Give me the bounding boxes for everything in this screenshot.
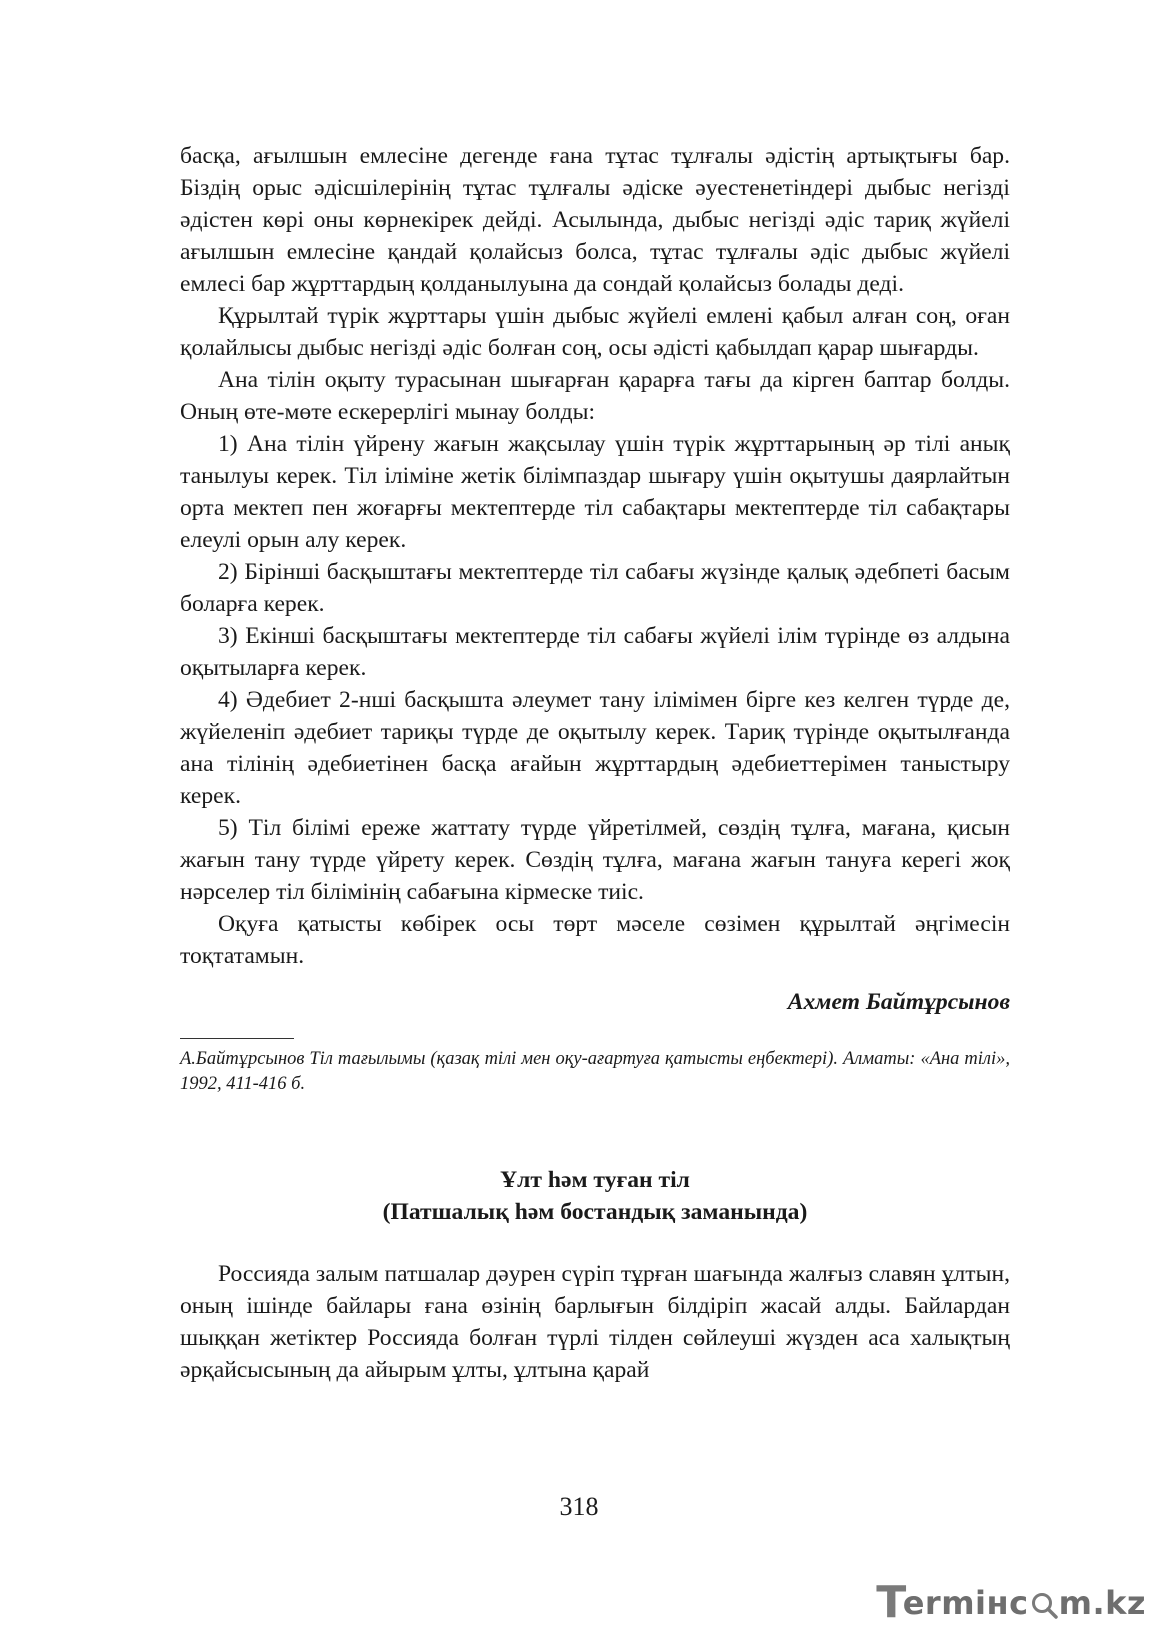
watermark-domain: m.kz [1058,1583,1146,1622]
list-item: 3) Екінші басқыштағы мектептерде тіл сабағы жүйелі ілім түрінде өз алдына оқытыларға керек. [180,623,1010,681]
list-item: 1) Ана тілін үйрену жағын жақсылау үшін түрік жұрттарының әр тілі анық танылуы керек. Тіл іліміне жетік білімпаздар шығару үшін оқытушы даярлайтын орта мектеп пен жоғарғы мектептерде тіл сабақтары мектептерде тіл сабақтары елеулі орын алу керек. [180,431,1010,553]
paragraph: Оқуға қатысты көбірек осы төрт мәселе сөзімен құрылтай әңгімесін тоқтатамын. [180,911,1010,969]
page-number: 318 [559,1492,599,1521]
body-text-top [180,140,1010,972]
page-content [180,140,1010,1386]
magnifier-icon [1030,1589,1058,1617]
list-item: 5) Тіл білімі ереже жаттату түрде үйретілмей, сөздің тұлға, мағана, қисын жағын тану түрде үйрету керек. Сөздің тұлға, мағана жағын тануға керегі жоқ нәрселер тіл білімінің сабағына кірмеске тиіс. [180,815,1010,905]
author-signature: Ахмет Байтұрсынов [787,989,1010,1015]
paragraph: Құрылтай түрік жұрттары үшін дыбыс жүйелі емлені қабыл алған соң, оған қолайлысы дыбыс негізді әдіс болған соң, осы әдісті қабылдап қарар шығарды. [180,303,1010,361]
footnote-divider [180,1038,294,1039]
watermark-logo-letter: T [876,1577,907,1628]
section-title-line-1: Ұлт һәм туған тіл [500,1167,690,1193]
list-item: 4) Әдебиет 2-нші басқышта әлеумет тану ілімімен бірге кез келген түрде де, жүйеленіп әдебиет тариқы түрде де оқытылу керек. Тариқ түрінде оқытылғанда ана тілінің әдебиетінен басқа ағайын жұрттардың әдебиеттерімен таныстыру керек. [180,687,1010,809]
paragraph: Ана тілін оқыту турасынан шығарған қарарға тағы да кірген баптар болды. Оның өте-мөте ескерерлігі мынау болды: [180,367,1010,425]
list-item: 2) Бірінші басқыштағы мектептерде тіл сабағы жүзінде қалық әдебпеті басым боларға керек. [180,559,1010,617]
watermark-text: ermінc [902,1583,1029,1622]
section-title-line-2: (Патшалық һәм бостандық заманында) [382,1199,808,1225]
paragraph: Россияда залым патшалар дәурен сүріп тұрған шағында жалғыз славян ұлтын, оның ішінде байлары ғана өзінің барлығын білдіріп жасай алды. Байлардан шыққан жетіктер Россияда болған түрлі тілден сөйлеуші жүзден аса халықтың әрқайсысының да айырым ұлты, ұлтына қарай [180,1261,1010,1383]
body-text-bottom [180,1258,1010,1386]
paragraph: басқа, ағылшын емлесіне дегенде ғана тұтас тұлғалы әдістің артықтығы бар. Біздің орыс әдісшілерінің тұтас тұлғалы әдіске әуестенетіндері дыбыс негізді әдістен көрі оны көрнекірек дейді. Асылында, дыбыс негізді әдіс тариқ жүйелі ағылшын емлесіне қандай қолайсыз болса, тұтас тұлғалы әдіс дыбыс жүйелі емлесі бар жұрттардың қолданылуына да сондай қолайсыз болады деді. [180,143,1010,297]
site-watermark [876,1577,1146,1628]
footnote: А.Байтұрсынов Тіл тағылымы (қазақ тілі мен оқу-ағартуға қатысты еңбектері). Алматы: «Ана тілі», 1992, 411-416 б. [180,1049,1010,1094]
section-title [180,1164,1010,1228]
